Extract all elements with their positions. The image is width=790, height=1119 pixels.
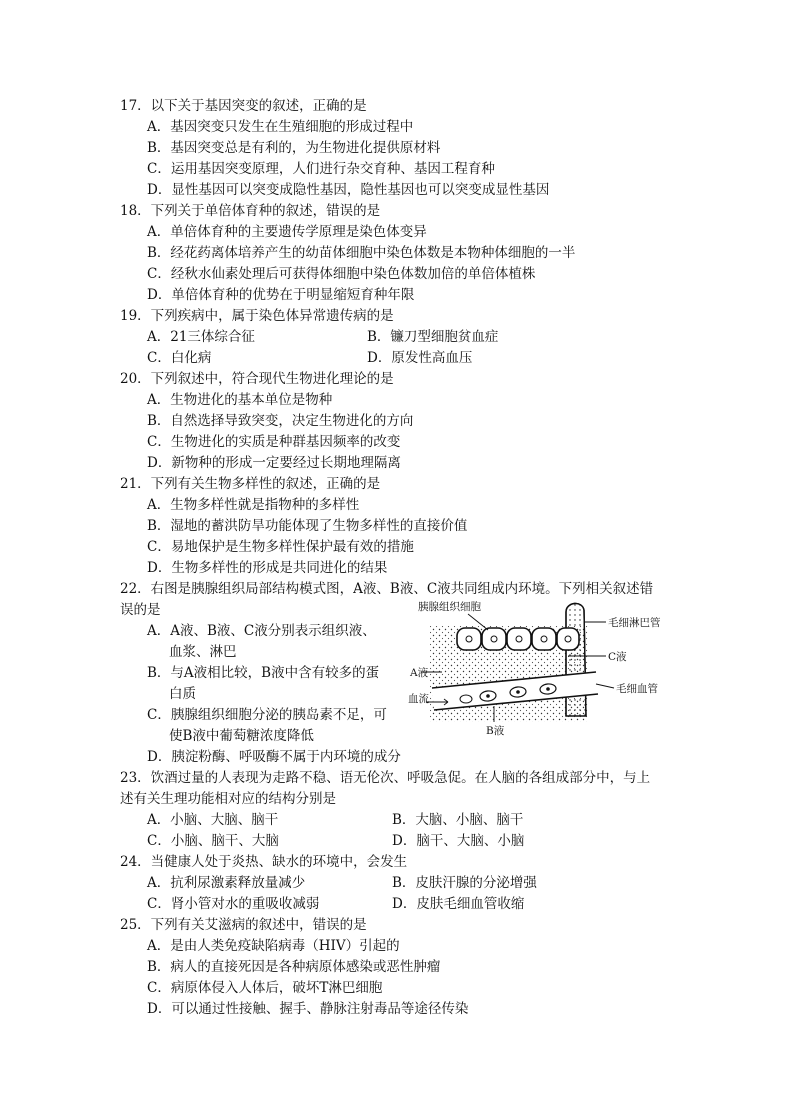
- question-19-option-c: C．白化病: [147, 350, 212, 366]
- question-20-option-d: D．新物种的形成一定要经过长期地理隔离: [147, 455, 401, 471]
- question-21-option-a: A．生物多样性就是指物种的多样性: [147, 497, 360, 513]
- question-21-stem: 21．下列有关生物多样性的叙述，正确的是: [120, 476, 381, 492]
- question-17-stem: 17．以下关于基因突变的叙述，正确的是: [120, 98, 367, 114]
- label-pancreas-cells: 胰腺组织细胞: [418, 601, 481, 613]
- question-23-option-b: B．大脑、小脑、脑干: [392, 812, 524, 828]
- question-24-option-d: D．皮肤毛细血管收缩: [392, 896, 525, 912]
- question-18-option-b: B．经花药离体培养产生的幼苗体细胞中染色体数是本物种体细胞的一半: [147, 245, 576, 261]
- label-a-fluid: A液: [410, 667, 429, 679]
- question-19-stem: 19．下列疾病中，属于染色体异常遗传病的是: [120, 308, 394, 324]
- question-22-option-c: C．胰腺组织细胞分泌的胰岛素不足，可: [147, 707, 387, 723]
- question-17-option-a: A．基因突变只发生在生殖细胞的形成过程中: [147, 119, 414, 135]
- question-25-option-d: D．可以通过性接触、握手、静脉注射毒品等途径传染: [147, 1001, 469, 1017]
- question-17-option-d: D．显性基因可以突变成隐性基因，隐性基因也可以突变成显性基因: [147, 182, 550, 198]
- question-22-option-b-cont: 白质: [169, 686, 196, 702]
- question-21-option-b: B．湿地的蓄洪防旱功能体现了生物多样性的直接价值: [147, 518, 468, 534]
- question-25-option-a: A．是由人类免疫缺陷病毒（HIV）引起的: [147, 938, 400, 954]
- question-24-option-a: A．抗利尿激素释放量减少: [147, 875, 306, 891]
- question-17-option-b: B．基因突变总是有利的，为生物进化提供原材料: [147, 140, 441, 156]
- question-22-stem-line1: 22．右图是胰腺组织局部结构模式图，A液、B液、C液共同组成内环境。下列相关叙述错: [120, 581, 654, 597]
- question-22-option-c-cont: 使B液中葡萄糖浓度降低: [169, 728, 314, 744]
- question-23-stem-line2: 述有关生理功能相对应的结构分别是: [120, 791, 336, 807]
- question-24-stem: 24．当健康人处于炎热、缺水的环境中，会发生: [120, 854, 408, 870]
- label-b-fluid: B液: [486, 725, 505, 737]
- question-21-option-d: D．生物多样性的形成是共同进化的结果: [147, 560, 388, 576]
- question-18-option-d: D．单倍体育种的优势在于明显缩短育种年限: [147, 287, 415, 303]
- question-25-option-c: C．病原体侵入人体后，破坏T淋巴细胞: [147, 980, 383, 996]
- question-22-option-a: A．A液、B液、C液分别表示组织液、: [147, 623, 376, 639]
- question-22-option-d: D．胰淀粉酶、呼吸酶不属于内环境的成分: [147, 749, 401, 765]
- question-22-stem-line2: 误的是: [120, 602, 161, 618]
- label-blood-flow: 血流: [408, 693, 429, 705]
- question-20-option-a: A．生物进化的基本单位是物种: [147, 392, 333, 408]
- question-20-option-c: C．生物进化的实质是种群基因频率的改变: [147, 434, 401, 450]
- label-c-fluid: C液: [608, 651, 627, 663]
- question-23-option-d: D．脑干、大脑、小脑: [392, 833, 525, 849]
- question-18-option-a: A．单倍体育种的主要遗传学原理是染色体变异: [147, 224, 427, 240]
- question-23-option-a: A．小脑、大脑、脑干: [147, 812, 279, 828]
- question-23-option-c: C．小脑、脑干、大脑: [147, 833, 279, 849]
- pancreas-tissue-svg: [408, 598, 666, 738]
- question-19-option-d: D．原发性高血压: [367, 350, 473, 366]
- pancreas-cells: [457, 628, 579, 650]
- question-18-option-c: C．经秋水仙素处理后可获得体细胞中染色体数加倍的单倍体植株: [147, 266, 536, 282]
- question-23-stem-line1: 23．饮酒过量的人表现为走路不稳、语无伦次、呼吸急促。在人脑的各组成部分中，与上: [120, 770, 651, 786]
- question-19-option-b: B．镰刀型细胞贫血症: [367, 329, 499, 345]
- question-20-stem: 20．下列叙述中，符合现代生物进化理论的是: [120, 371, 394, 387]
- question-25-option-b: B．病人的直接死因是各种病原体感染或恶性肿瘤: [147, 959, 441, 975]
- question-22-option-a-cont: 血浆、淋巴: [169, 644, 237, 660]
- lymph-capillary: [566, 603, 586, 716]
- label-blood-capillary: 毛细血管: [616, 683, 658, 695]
- question-21-option-c: C．易地保护是生物多样性保护最有效的措施: [147, 539, 414, 555]
- question-25-stem: 25．下列有关艾滋病的叙述中，错误的是: [120, 917, 367, 933]
- question-24-option-b: B．皮肤汗腺的分泌增强: [392, 875, 537, 891]
- question-18-stem: 18．下列关于单倍体育种的叙述，错误的是: [120, 203, 381, 219]
- question-24-option-c: C．肾小管对水的重吸收减弱: [147, 896, 320, 912]
- question-22-option-b: B．与A液相比较，B液中含有较多的蛋: [147, 665, 380, 681]
- question-19-option-a: A．21三体综合征: [147, 329, 255, 345]
- pancreas-tissue-diagram: [408, 598, 666, 738]
- label-lymph-capillary: 毛细淋巴管: [608, 617, 661, 629]
- question-20-option-b: B．自然选择导致突变，决定生物进化的方向: [147, 413, 414, 429]
- question-17-option-c: C．运用基因突变原理，人们进行杂交育种、基因工程育种: [147, 161, 495, 177]
